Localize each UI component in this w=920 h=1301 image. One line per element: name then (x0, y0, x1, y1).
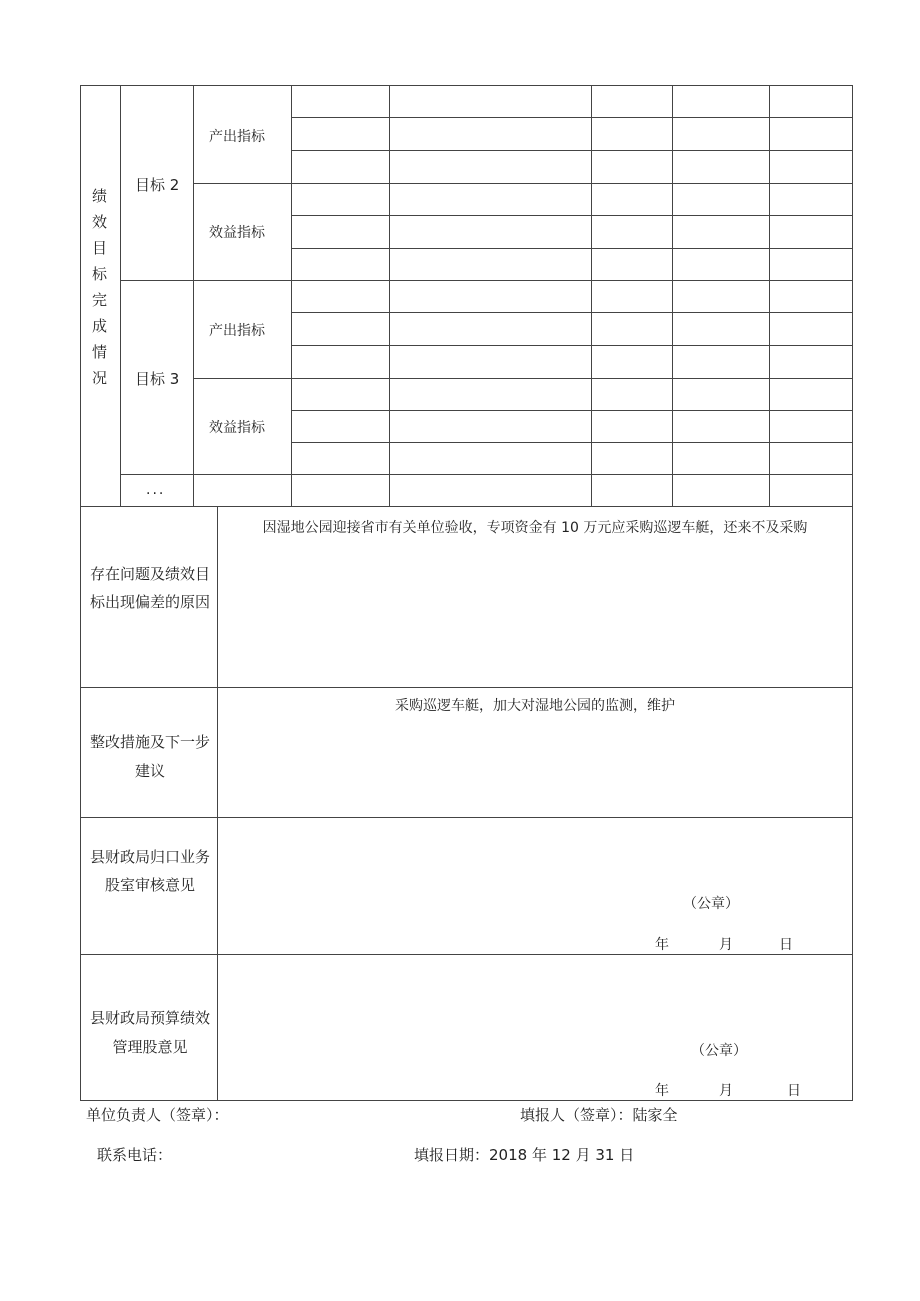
budget-review-month: 月 (719, 1083, 733, 1099)
finance-review-day: 日 (779, 937, 793, 953)
unit-head-signature: 单位负责人（签章）： (86, 1106, 229, 1124)
goal-2-benefit-indicator: 效益指标 (209, 225, 265, 241)
finance-review-month: 月 (719, 937, 733, 953)
goals-section-heading: 绩效目标完成情况 (90, 188, 108, 396)
finance-review-seal: （公章） (683, 896, 739, 912)
finance-review-label: 县财政局归口业务股室审核意见 (89, 848, 210, 894)
goal-3-benefit-indicator: 效益指标 (209, 420, 265, 436)
measures-content: 采购巡逻车艇，加大对湿地公园的监测，维护 (395, 698, 675, 714)
fill-date: 填报日期：2018 年 12 月 31 日 (414, 1146, 635, 1164)
goal-2-label: 目标 2 (135, 176, 180, 194)
finance-review-year: 年 (655, 937, 669, 953)
goal-3-output-indicator: 产出指标 (209, 323, 265, 339)
budget-review-label: 县财政局预算绩效管理股意见 (89, 1009, 210, 1056)
goal-3-label: 目标 3 (135, 370, 180, 388)
budget-review-day: 日 (787, 1083, 801, 1099)
budget-review-year: 年 (655, 1083, 669, 1099)
goal-2-output-indicator: 产出指标 (209, 129, 265, 145)
contact-phone: 联系电话： (97, 1146, 173, 1164)
issues-label: 存在问题及绩效目标出现偏差的原因 (89, 565, 210, 611)
budget-review-seal: （公章） (691, 1043, 747, 1059)
issues-content: 因湿地公园迎接省市有关单位验收，专项资金有 10 万元应采购巡逻车艇，还来不及采购 (262, 520, 808, 536)
goal-ellipsis: ... (146, 482, 166, 498)
measures-label: 整改措施及下一步建议 (89, 733, 210, 780)
filler-signature: 填报人（签章）：陆家全 (520, 1106, 678, 1124)
